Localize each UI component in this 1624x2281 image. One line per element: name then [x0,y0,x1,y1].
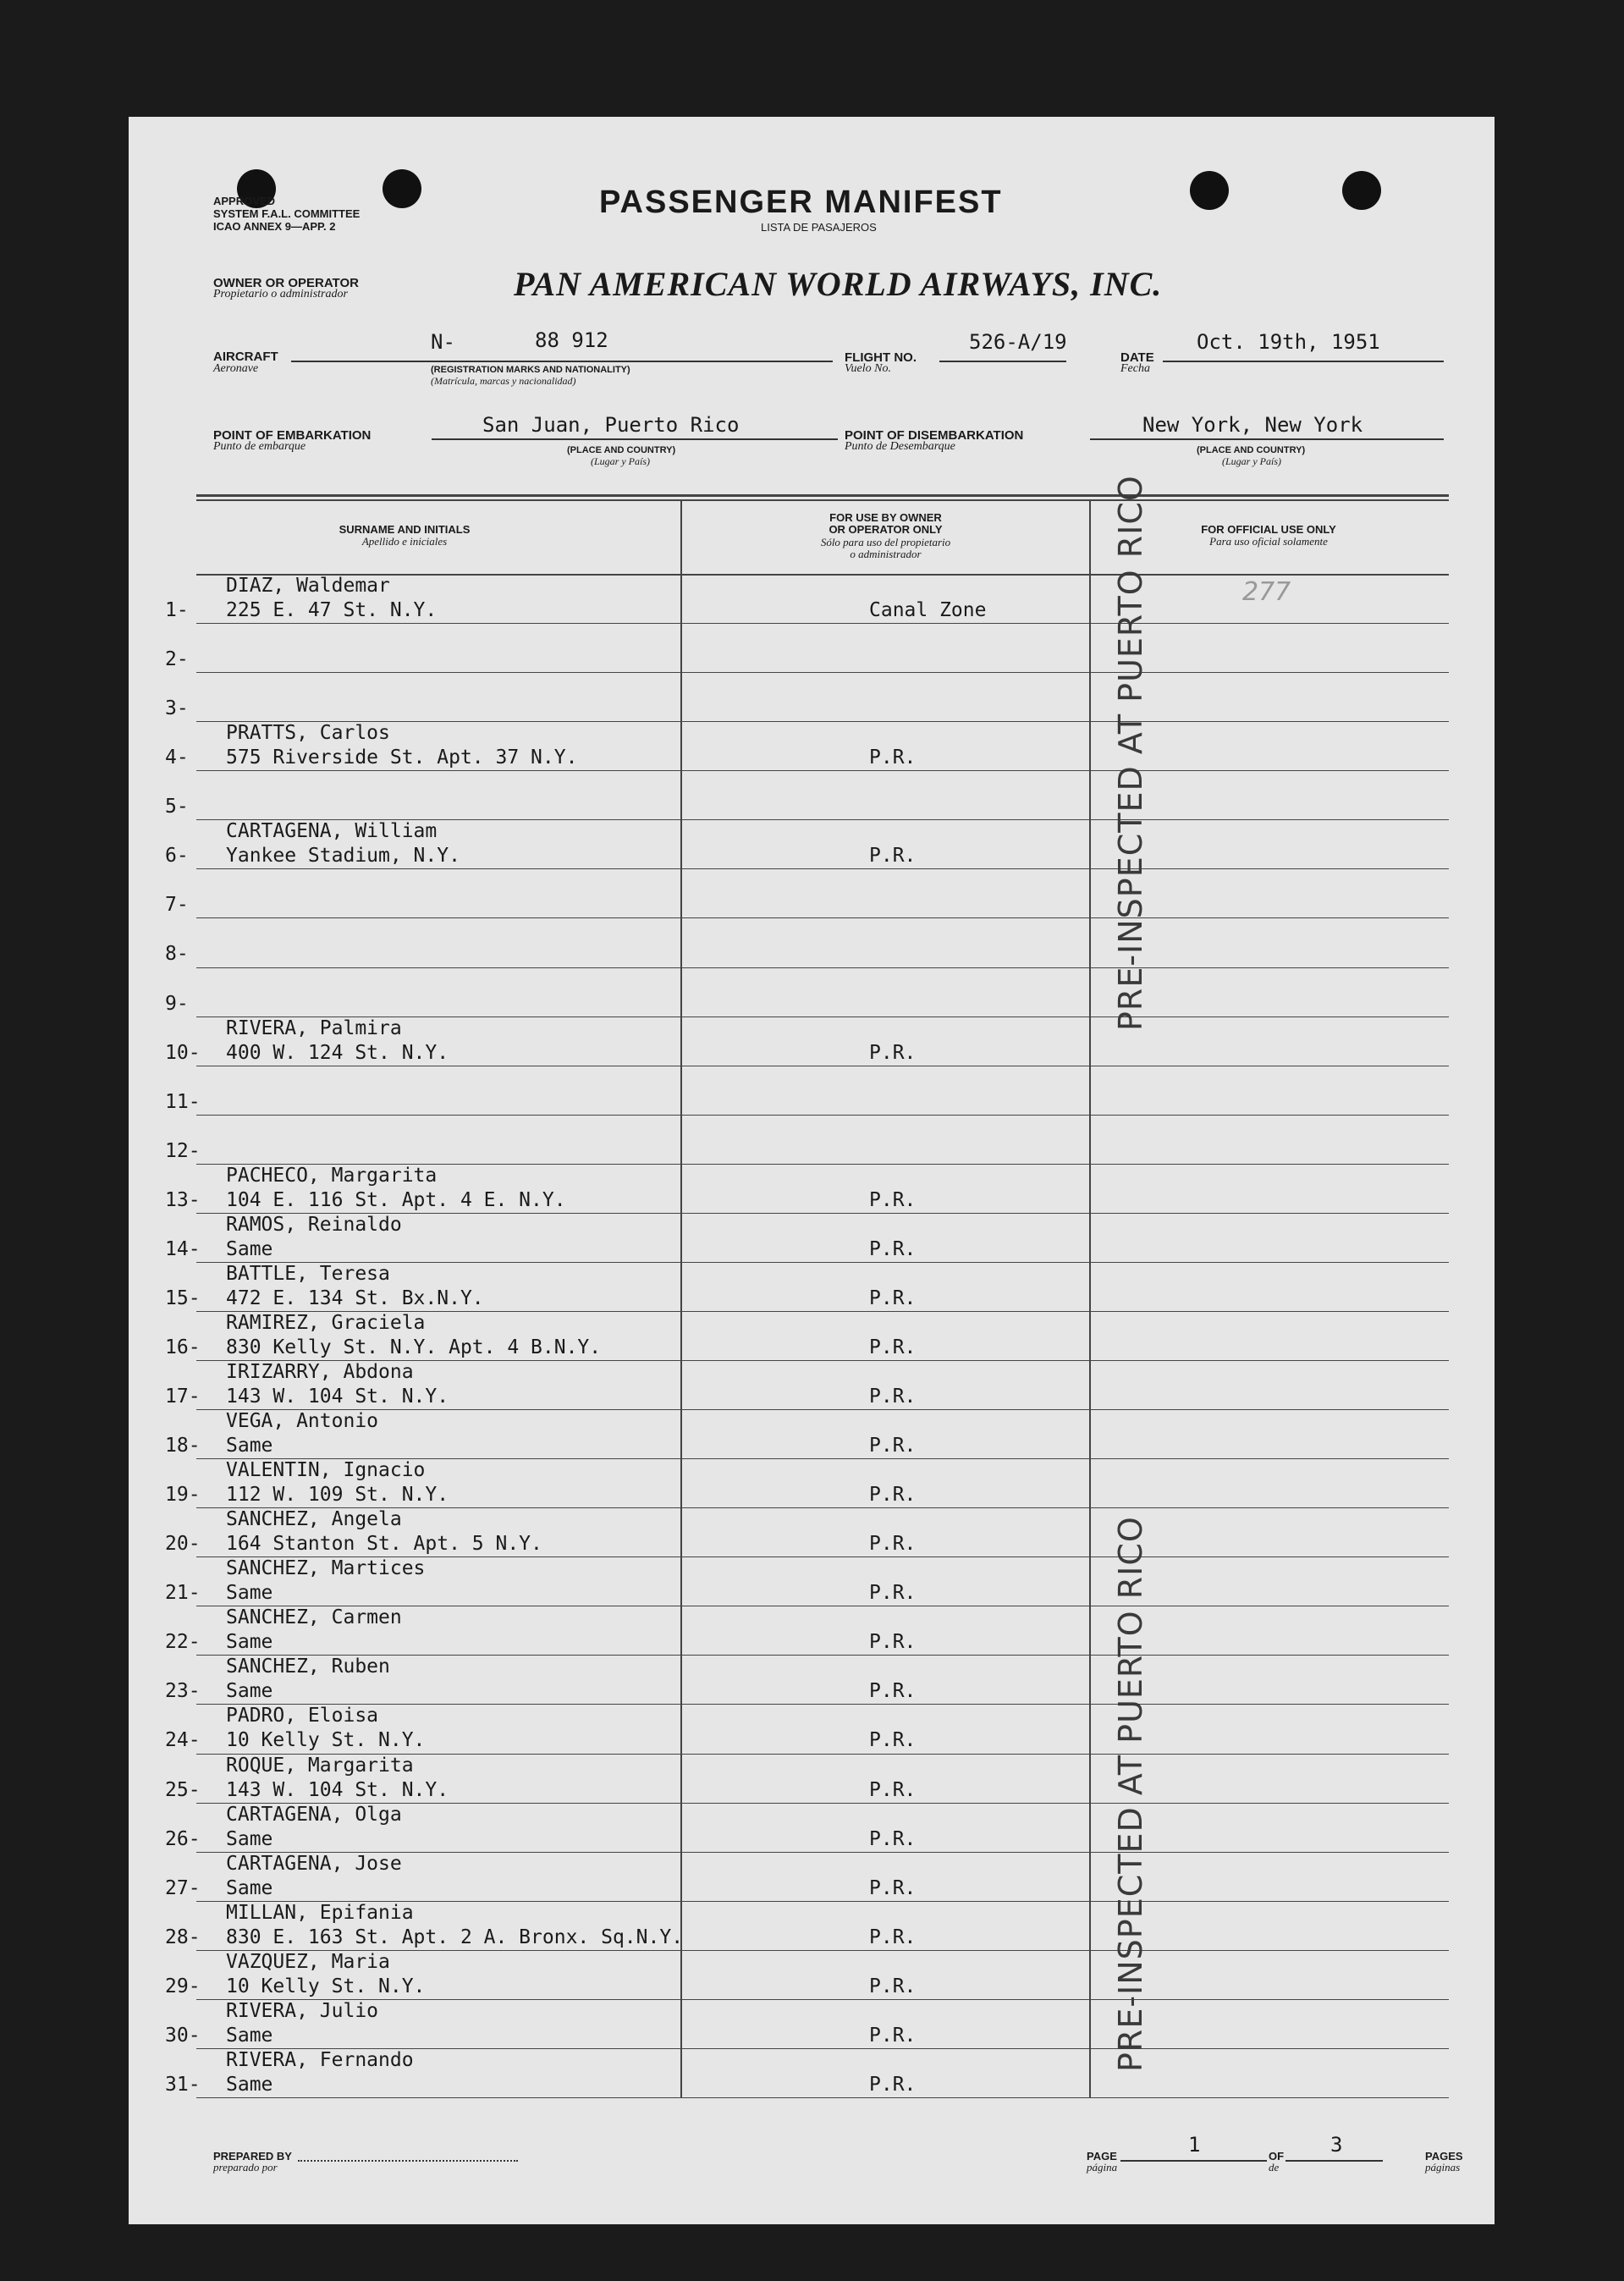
place-caption-es: (Lugar y País) [591,455,650,467]
owner-remark: P.R. [869,1484,917,1506]
date-label-es: Fecha [1120,362,1150,375]
passenger-address: 10 Kelly St. N.Y. [226,1975,426,1997]
punch-hole [1342,171,1381,210]
flight-number: 526-A/19 [969,330,1067,354]
official-number: 277 [1242,577,1291,607]
row-number: 10- [165,1042,201,1064]
prepared-label-es: preparado por [213,2161,278,2174]
place-caption-es: (Lugar y País) [1222,455,1281,467]
column-header-owner-es: Sólo para uso del propietario [820,536,951,548]
passenger-name: PADRO, Eloisa [226,1705,379,1727]
row-number: 7- [165,894,189,916]
passenger-address: Same [226,2074,273,2096]
page-number: 1 [1188,2133,1201,2157]
owner-remark: Canal Zone [869,599,987,621]
owner-remark: P.R. [869,1533,917,1555]
owner-remark: P.R. [869,1779,917,1801]
table-row [129,1655,1495,1704]
table-row [129,1213,1495,1262]
place-caption: (PLACE AND COUNTRY) [1197,445,1306,455]
row-number: 13- [165,1189,201,1211]
passenger-name: PRATTS, Carlos [226,722,390,744]
flight-label-es: Vuelo No. [845,362,891,375]
table-row [129,1115,1495,1164]
row-number: 9- [165,993,189,1015]
column-header-owner: FOR USE BY OWNER [829,511,942,524]
of-label: OF [1269,2150,1285,2163]
approval-line: SYSTEM F.A.L. COMMITTEE [213,207,361,220]
row-number: 8- [165,943,189,965]
row-number: 14- [165,1238,201,1260]
row-number: 5- [165,796,189,818]
column-header-name-es: Apellido e iniciales [361,535,448,548]
date-label: DATE [1120,350,1154,365]
passenger-name: VALENTIN, Ignacio [226,1459,426,1481]
owner-remark: P.R. [869,1287,917,1309]
passenger-address: 830 E. 163 St. Apt. 2 A. Bronx. Sq.N.Y. [226,1926,684,1948]
row-number: 29- [165,1975,201,1997]
passenger-address: 104 E. 116 St. Apt. 4 E. N.Y. [226,1189,566,1211]
row-number: 3- [165,697,189,719]
column-header-owner: OR OPERATOR ONLY [829,523,943,536]
table-row [129,1852,1495,1901]
passenger-address: 400 W. 124 St. N.Y. [226,1042,449,1064]
table-row [129,770,1495,819]
row-number: 18- [165,1435,201,1457]
row-number: 12- [165,1140,201,1162]
row-number: 15- [165,1287,201,1309]
passenger-address: 575 Riverside St. Apt. 37 N.Y. [226,747,578,769]
table-row [129,1507,1495,1556]
passenger-address: 143 W. 104 St. N.Y. [226,1386,449,1408]
aircraft-label-es: Aeronave [213,362,259,375]
aircraft-label: AIRCRAFT [213,350,278,364]
table-row [129,672,1495,721]
row-number: 4- [165,747,189,769]
table-row [129,967,1495,1017]
owner-label: OWNER OR OPERATOR [213,276,359,290]
page-label: PAGE [1087,2150,1117,2163]
inspection-stamp: PRE-INSPECTED AT PUERTO RICO [1112,475,1149,1031]
passenger-name: BATTLE, Teresa [226,1263,390,1285]
passenger-address: Same [226,1680,273,1702]
passenger-address: 472 E. 134 St. Bx.N.Y. [226,1287,484,1309]
table-row [129,1803,1495,1852]
owner-remark: P.R. [869,2074,917,2096]
row-number: 6- [165,845,189,867]
passenger-address: Same [226,1582,273,1604]
passenger-name: RIVERA, Julio [226,2000,379,2022]
owner-remark: P.R. [869,1435,917,1457]
approval-line: APPROVED [213,195,275,207]
prepared-label: PREPARED BY [213,2150,292,2163]
row-number: 21- [165,1582,201,1604]
passenger-address: 112 W. 109 St. N.Y. [226,1484,449,1506]
owner-remark: P.R. [869,1336,917,1358]
disembark-label: POINT OF DISEMBARKATION [845,428,1024,443]
owner-remark: P.R. [869,1926,917,1948]
pages-label-es: páginas [1425,2161,1461,2174]
punch-hole [383,169,421,208]
table-row [129,1409,1495,1458]
passenger-address: Same [226,1631,273,1653]
table-row [129,1754,1495,1803]
row-number: 17- [165,1386,201,1408]
embark-label-es: Punto de embarque [213,440,306,453]
pages-label: PAGES [1425,2150,1463,2163]
row-number: 24- [165,1729,201,1751]
page-title: PASSENGER MANIFEST [599,185,1003,220]
table-row [129,623,1495,672]
row-number: 26- [165,1828,201,1850]
owner-remark: P.R. [869,747,917,769]
disembark-label-es: Punto de Desembarque [845,440,955,453]
column-header-name: SURNAME AND INITIALS [339,523,471,536]
table-row [129,1164,1495,1213]
table-row [129,1901,1495,1950]
table-row [129,1262,1495,1311]
of-label-es: de [1269,2161,1280,2174]
table-row [129,721,1495,770]
owner-remark: P.R. [869,1975,917,1997]
passenger-name: RIVERA, Fernando [226,2049,414,2071]
passenger-name: DIAZ, Waldemar [226,575,390,597]
table-row [129,1311,1495,1360]
table-row [129,917,1495,967]
passenger-name: RIVERA, Palmira [226,1017,402,1039]
passenger-address: 10 Kelly St. N.Y. [226,1729,426,1751]
passenger-name: CARTAGENA, Olga [226,1804,402,1826]
owner-remark: P.R. [869,1582,917,1604]
row-number: 31- [165,2074,201,2096]
table-row [129,2048,1495,2097]
row-number: 1- [165,599,189,621]
manifest-sheet [129,117,1495,2224]
passenger-address: 164 Stanton St. Apt. 5 N.Y. [226,1533,542,1555]
owner-remark: P.R. [869,845,917,867]
passenger-name: SANCHEZ, Carmen [226,1606,402,1628]
passenger-address: Same [226,1828,273,1850]
approval-line: ICAO ANNEX 9—APP. 2 [213,220,336,233]
table-row [129,1999,1495,2048]
owner-remark: P.R. [869,1877,917,1899]
table-row [129,1704,1495,1753]
owner-remark: P.R. [869,1386,917,1408]
table-row [129,1360,1495,1409]
table-row [129,1606,1495,1655]
passenger-name: SANCHEZ, Angela [226,1508,402,1530]
passenger-name: RAMOS, Reinaldo [226,1214,402,1236]
row-number: 25- [165,1779,201,1801]
table-row [129,1950,1495,1999]
table-row [129,574,1495,623]
owner-remark: P.R. [869,1189,917,1211]
disembark-place: New York, New York [1142,413,1363,437]
operator-name: PAN AMERICAN WORLD AIRWAYS, INC. [514,265,1163,303]
passenger-name: RAMIREZ, Graciela [226,1312,426,1334]
passenger-address: Same [226,1238,273,1260]
table-row [129,819,1495,868]
punch-hole [1190,171,1229,210]
table-row [129,1017,1495,1066]
row-number: 2- [165,648,189,670]
passenger-address: Same [226,1435,273,1457]
owner-remark: P.R. [869,2025,917,2047]
table-row [129,1066,1495,1115]
aircraft-prefix: N- [431,330,455,354]
passenger-name: CARTAGENA, Jose [226,1853,402,1875]
passenger-address: 830 Kelly St. N.Y. Apt. 4 B.N.Y. [226,1336,602,1358]
column-header-official: FOR OFFICIAL USE ONLY [1201,523,1336,536]
passenger-address: 143 W. 104 St. N.Y. [226,1779,449,1801]
passenger-name: SANCHEZ, Ruben [226,1656,390,1678]
row-number: 30- [165,2025,201,2047]
passenger-address: Yankee Stadium, N.Y. [226,845,460,867]
passenger-address: Same [226,2025,273,2047]
row-number: 16- [165,1336,201,1358]
owner-remark: P.R. [869,1729,917,1751]
owner-remark: P.R. [869,1238,917,1260]
passenger-address: Same [226,1877,273,1899]
row-number: 19- [165,1484,201,1506]
row-number: 20- [165,1533,201,1555]
passenger-name: SANCHEZ, Martices [226,1557,426,1579]
row-number: 23- [165,1680,201,1702]
aircraft-registration: 88 912 [535,328,608,352]
passenger-name: CARTAGENA, William [226,820,438,842]
passenger-name: PACHECO, Margarita [226,1165,438,1187]
owner-label-es: Propietario o administrador [213,288,348,300]
page-label-es: página [1087,2161,1118,2174]
owner-remark: P.R. [869,1042,917,1064]
embark-place: San Juan, Puerto Rico [482,413,740,437]
passenger-name: MILLAN, Epifania [226,1902,414,1924]
place-caption: (PLACE AND COUNTRY) [567,445,676,455]
table-row [129,1458,1495,1507]
owner-remark: P.R. [869,1828,917,1850]
column-header-owner-es: o administrador [850,548,922,560]
column-header-official-es: Para uso oficial solamente [1209,535,1328,548]
row-number: 22- [165,1631,201,1653]
row-number: 27- [165,1877,201,1899]
owner-remark: P.R. [869,1631,917,1653]
embark-label: POINT OF EMBARKATION [213,428,372,443]
passenger-name: VAZQUEZ, Maria [226,1951,390,1973]
flight-date: Oct. 19th, 1951 [1197,330,1380,354]
passenger-name: VEGA, Antonio [226,1410,379,1432]
flight-label: FLIGHT NO. [845,350,917,365]
page-total: 3 [1330,2133,1343,2157]
table-row [129,868,1495,917]
row-rule [196,2097,1449,2098]
row-number: 28- [165,1926,201,1948]
table-row [129,1556,1495,1606]
passenger-address: 225 E. 47 St. N.Y. [226,599,438,621]
aircraft-caption: (REGISTRATION MARKS AND NATIONALITY) [431,365,630,375]
passenger-name: IRIZARRY, Abdona [226,1361,414,1383]
page-subtitle: LISTA DE PASAJEROS [761,221,877,234]
inspection-stamp: PRE-INSPECTED AT PUERTO RICO [1112,1516,1149,2072]
aircraft-caption-es: (Matrícula, marcas y nacionalidad) [431,375,576,387]
passenger-name: ROQUE, Margarita [226,1755,414,1777]
row-number: 11- [165,1091,201,1113]
owner-remark: P.R. [869,1680,917,1702]
